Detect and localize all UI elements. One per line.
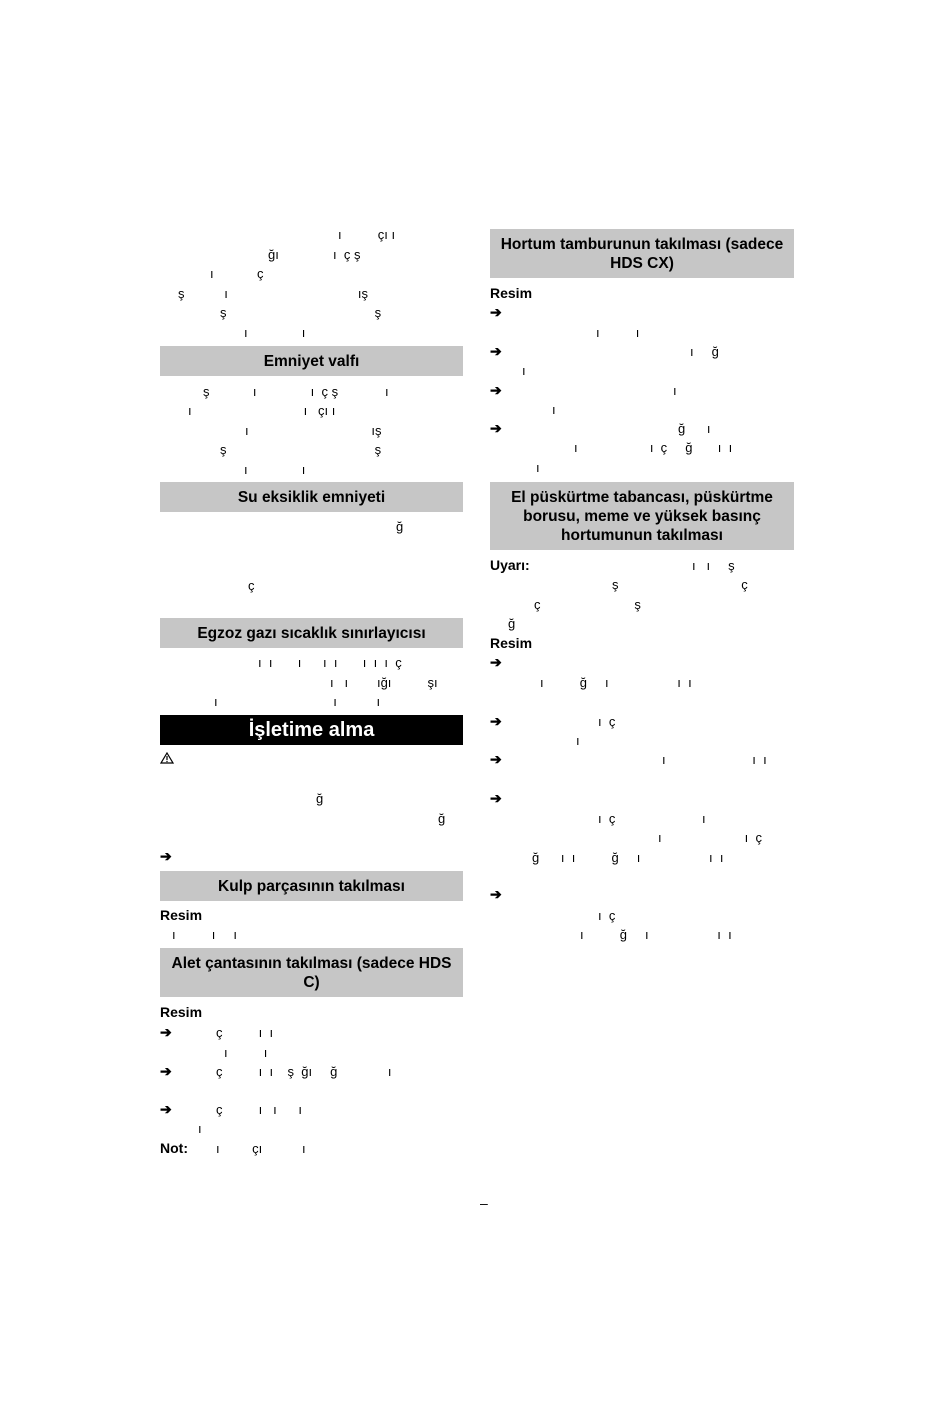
body-line: ğ xyxy=(396,519,404,534)
arrow-icon: ➔ xyxy=(160,1101,172,1117)
uyari-label: Uyarı: xyxy=(490,557,530,573)
arrow-icon: ➔ xyxy=(160,1063,172,1079)
intro-line: ş ş xyxy=(220,305,382,320)
body-line: ı ı xyxy=(596,325,640,340)
body-line: ç ş xyxy=(534,597,641,612)
arrow-icon: ➔ xyxy=(490,304,502,320)
body-line: ş ç xyxy=(612,577,748,592)
arrow-icon: ➔ xyxy=(490,382,502,398)
section-heading-hortum-tamburu: Hortum tamburunun takılması (sadece HDS CX) xyxy=(490,229,794,278)
body-line: ı xyxy=(522,363,526,378)
not-text: ı çı ı xyxy=(216,1141,306,1156)
body-line: ğ ı ı ğ ı ı ı xyxy=(532,850,724,865)
intro-line: ı çı ı xyxy=(338,227,396,242)
arrow-icon: ➔ xyxy=(160,848,172,864)
arrow-icon: ➔ xyxy=(490,751,502,767)
resim-label: Resim xyxy=(160,907,203,923)
body-line: ı ı ı xyxy=(172,927,238,942)
body-line: ı ı xyxy=(244,462,306,477)
body-line: ı ç xyxy=(598,714,616,729)
page-number: – xyxy=(480,1195,488,1211)
body-line: ı ı ı xyxy=(662,752,767,767)
body-line: ı ı xyxy=(224,1045,268,1060)
not-label: Not: xyxy=(160,1140,188,1156)
body-line: ç xyxy=(248,578,255,593)
body-line: ı xyxy=(576,733,580,748)
warning-triangle-icon xyxy=(160,752,174,764)
body-line: ı ı çı ı xyxy=(188,403,336,418)
body-line: ı ış xyxy=(245,423,382,438)
resim-label: Resim xyxy=(160,1004,203,1020)
body-line: ç ı ı ş ğı ğ ı xyxy=(216,1064,392,1079)
arrow-icon: ➔ xyxy=(160,1024,172,1040)
body-line: ğ xyxy=(316,791,324,806)
body-line: ı xyxy=(552,402,556,417)
section-heading-su-eksiklik: Su eksiklik emniyeti xyxy=(160,482,463,512)
arrow-icon: ➔ xyxy=(490,886,502,902)
section-heading-alet-cantasi: Alet çantasının takılması (sadece HDS C) xyxy=(160,948,463,997)
intro-line: ş ı ış xyxy=(178,286,368,301)
body-line: ı ç ı xyxy=(598,811,706,826)
section-heading-isletime-alma: İşletime alma xyxy=(160,715,463,745)
arrow-icon: ➔ xyxy=(490,420,502,436)
arrow-icon: ➔ xyxy=(490,790,502,806)
body-line: ı xyxy=(536,460,540,475)
body-line: ç ı ı xyxy=(216,1025,274,1040)
resim-label: Resim xyxy=(490,635,533,651)
body-line: ı ı ş xyxy=(692,558,735,573)
body-line: ğ xyxy=(508,616,516,631)
section-heading-kulp: Kulp parçasının takılması xyxy=(160,871,463,901)
body-line: ğ ı xyxy=(678,421,711,436)
body-line: ş ı ı ç ş ı xyxy=(203,384,389,399)
body-line: ı ı ç xyxy=(658,830,763,845)
body-line: ı ı ı xyxy=(214,694,381,709)
body-line: ı ğ xyxy=(690,344,719,359)
intro-line: ğı ı ç ş xyxy=(268,247,361,262)
arrow-icon: ➔ xyxy=(490,343,502,359)
section-heading-el-puskurtme: El püskürtme tabancası, püskürtme borusu, meme ve yüksek basınç hortumunun takılması xyxy=(490,482,794,550)
body-line: ı xyxy=(673,383,677,398)
section-heading-emniyet-valfi: Emniyet valfı xyxy=(160,346,463,376)
body-line: ı ı ığı şı xyxy=(330,675,438,690)
body-line: ı ı ı ı ı ı ı ı ç xyxy=(258,655,402,670)
body-line: ş ş xyxy=(220,442,382,457)
body-line: ğ xyxy=(438,811,446,826)
section-heading-egzoz: Egzoz gazı sıcaklık sınırlayıcısı xyxy=(160,618,463,648)
intro-line: ı ç xyxy=(210,266,264,281)
resim-label: Resim xyxy=(490,285,533,301)
arrow-icon: ➔ xyxy=(490,713,502,729)
body-line: ı ı ç ğ ı ı xyxy=(574,440,733,455)
intro-line: ı ı xyxy=(244,325,306,340)
body-line: ı xyxy=(198,1121,202,1136)
body-line: ı ç xyxy=(598,908,616,923)
body-line: ı ğ ı ı ı xyxy=(540,675,692,690)
arrow-icon: ➔ xyxy=(490,654,502,670)
body-line: ç ı ı ı xyxy=(216,1102,302,1117)
body-line: ı ğ ı ı ı xyxy=(580,927,732,942)
